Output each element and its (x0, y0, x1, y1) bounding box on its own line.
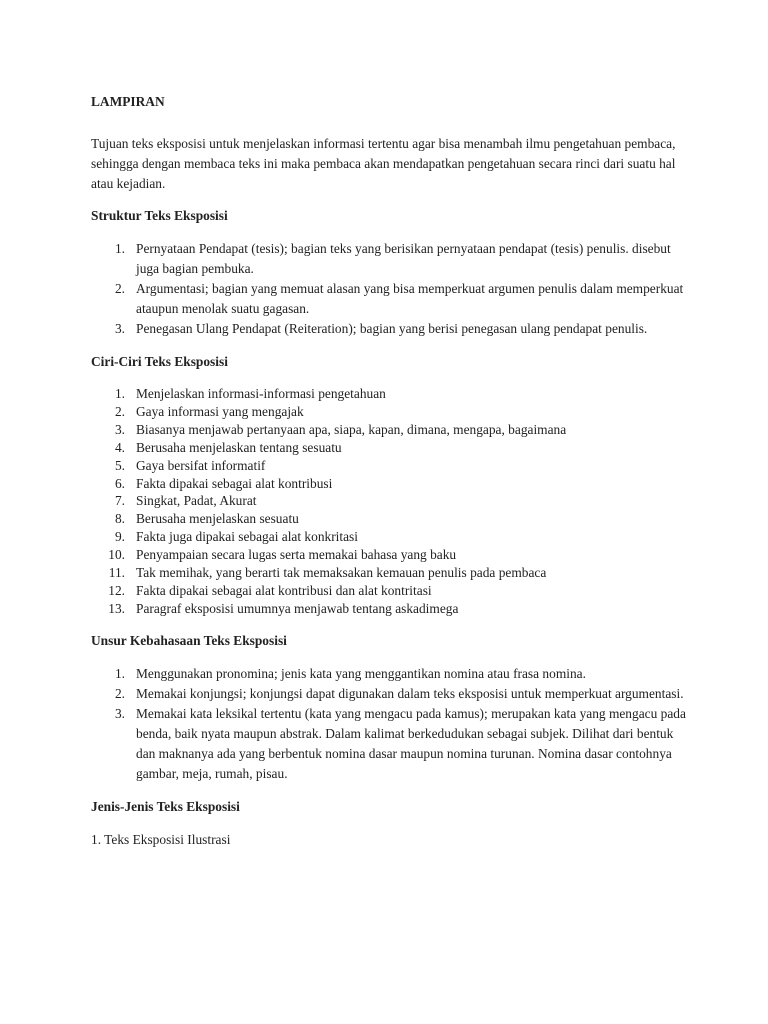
list-item: 4. Berusaha menjelaskan tentang sesuatu (114, 439, 342, 455)
list-item: 8. Berusaha menjelaskan sesuatu (114, 511, 299, 527)
intro-paragraph: Tujuan teks eksposisi untuk menjelaskan informasi tertentu agar bisa menambah ilmu pengetahuan pembaca, sehingga dengan membaca teks ini maka pembaca akan mendapatkan pengetahuan secara rinci dari suatu hal atau kejadian. (91, 136, 676, 191)
list-item: 1. Pernyataan Pendapat (tesis); bagian teks yang berisikan pernyataan pendapat (tesis) penulis. disebut juga bagian pembuka. (114, 241, 671, 276)
list-item: 2. Gaya informasi yang mengajak (114, 403, 304, 419)
list-item: 1. Menjelaskan informasi-informasi pengetahuan (114, 386, 386, 401)
document-title: LAMPIRAN (91, 94, 165, 109)
section-heading-jenis: Jenis-Jenis Teks Eksposisi (91, 798, 240, 814)
list-item: 2. Memakai konjungsi; konjungsi dapat digunakan dalam teks eksposisi untuk memperkuat argumentasi. (114, 685, 684, 701)
list-item: 9. Fakta juga dipakai sebagai alat konkritasi (114, 529, 358, 545)
list-item: 2. Argumentasi; bagian yang memuat alasan yang bisa memperkuat argumen penulis dalam memperkuat ataupun menolak suatu gagasan. (114, 281, 684, 316)
list-item: 11. Tak memihak, yang berarti tak memaksakan kemauan penulis pada pembaca (108, 565, 547, 581)
list-item: 5. Gaya bersifat informatif (114, 457, 266, 473)
list-item: 3. Memakai kata leksikal tertentu (kata yang mengacu pada kamus); merupakan kata yang mengacu pada benda, baik nyata maupun abstrak. Dalam kalimat berkedudukan sebagai subjek. Dilihat dari bentuk dan maknanya ada yang berbentuk nomina dasar maupun nomina turunan. Nomina dasar contohnya gambar, meja, rumah, pisau. (114, 705, 686, 781)
document-page (91, 92, 691, 850)
list-item: 3. Biasanya menjawab pertanyaan apa, siapa, kapan, dimana, mengapa, bagaimana (114, 421, 567, 437)
list-item: 3. Penegasan Ulang Pendapat (Reiteration); bagian yang berisi penegasan ulang pendapat penulis. (114, 321, 648, 336)
list-item: 7. Singkat, Padat, Akurat (114, 493, 257, 509)
list-item: 13. Paragraf eksposisi umumnya menjawab tentang askadimega (108, 600, 459, 616)
section-heading-struktur: Struktur Teks Eksposisi (91, 208, 228, 223)
subsection-heading: 1. Teks Eksposisi Ilustrasi (91, 831, 231, 847)
list-ciri (91, 385, 691, 618)
list-unsur (91, 664, 691, 784)
section-heading-ciri: Ciri-Ciri Teks Eksposisi (91, 354, 228, 369)
section-heading-unsur: Unsur Kebahasaan Teks Eksposisi (91, 632, 287, 648)
list-item: 1. Menggunakan pronomina; jenis kata yang menggantikan nomina atau frasa nomina. (114, 665, 586, 681)
list-item: 6. Fakta dipakai sebagai alat kontribusi (114, 475, 333, 491)
list-item: 12. Fakta dipakai sebagai alat kontribusi dan alat kontritasi (108, 582, 432, 598)
list-struktur (91, 239, 691, 339)
list-item: 10. Penyampaian secara lugas serta memakai bahasa yang baku (108, 547, 457, 563)
